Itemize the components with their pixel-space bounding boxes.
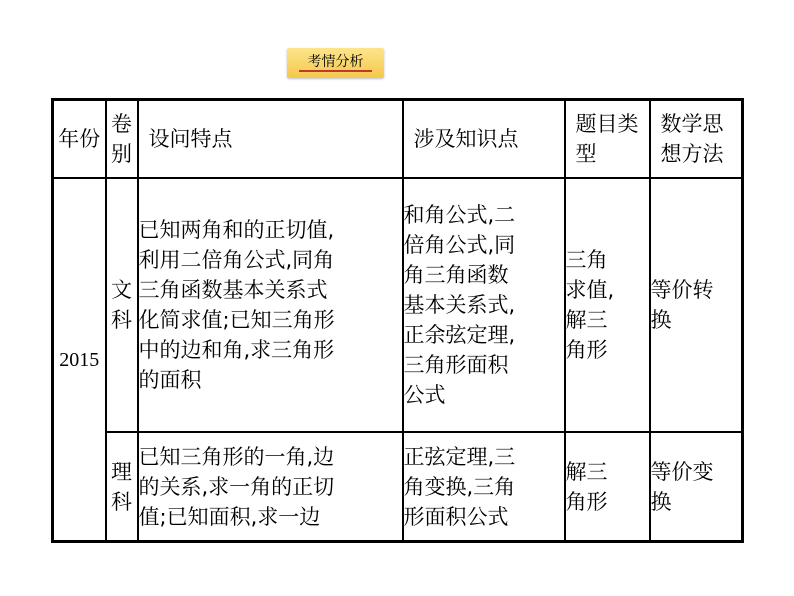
type-cell-like: 解三 角形 — [565, 432, 650, 541]
header-knowledge: 涉及知识点 — [403, 100, 565, 179]
volume-cell-wenke: 文科 — [106, 178, 138, 432]
header-year: 年份 — [53, 100, 106, 179]
knowledge-cell-like: 正弦定理,三 角变换,三角 形面积公式 — [403, 432, 565, 541]
table-row-wenke — [53, 178, 743, 432]
header-thinking: 数学思想方法 — [650, 100, 743, 179]
exam-analysis-table — [51, 98, 744, 543]
volume-cell-like: 理科 — [106, 432, 138, 541]
features-cell-like: 已知三角形的一角,边 的关系,求一角的正切 值;已知面积,求一边 — [138, 432, 403, 541]
table-row-like — [53, 432, 743, 541]
features-cell-wenke: 已知两角和的正切值, 利用二倍角公式,同角 三角函数基本关系式 化简求值;已知三角形 中的边和角,求三角形 的面积 — [138, 178, 403, 432]
header-type: 题目类型 — [565, 100, 650, 179]
type-cell-wenke: 三角 求值, 解三 角形 — [565, 178, 650, 432]
year-cell: 2015 — [53, 178, 106, 541]
knowledge-cell-wenke: 和角公式,二 倍角公式,同 角三角函数 基本关系式, 正余弦定理, 三角形面积 公式 — [403, 178, 565, 432]
header-volume: 卷别 — [106, 100, 138, 179]
header-row — [53, 100, 743, 179]
thinking-cell-wenke: 等价转 换 — [650, 178, 743, 432]
badge-underline — [299, 70, 372, 72]
exam-analysis-badge — [287, 48, 384, 78]
badge-label: 考情分析 — [307, 54, 364, 70]
thinking-cell-like: 等价变 换 — [650, 432, 743, 541]
header-features: 设问特点 — [138, 100, 403, 179]
